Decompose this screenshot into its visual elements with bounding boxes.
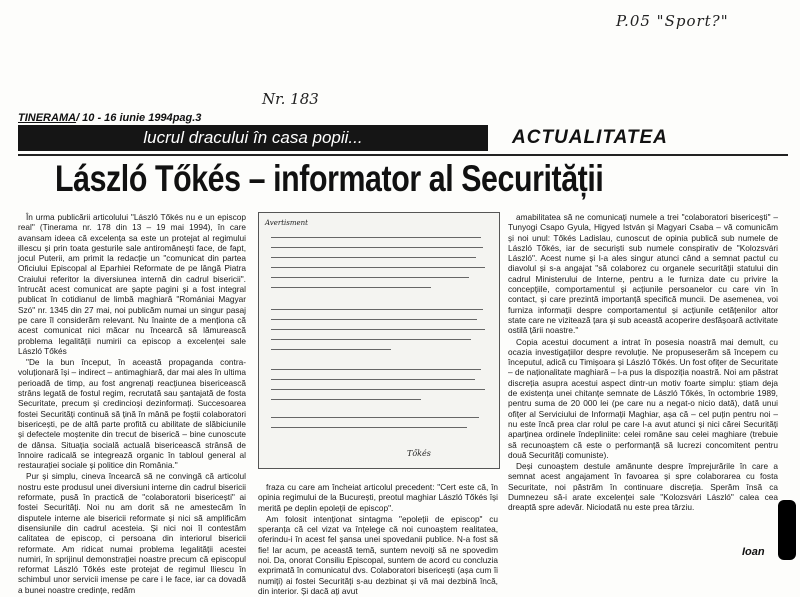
document-facsimile — [258, 212, 500, 469]
document-line — [271, 277, 469, 278]
document-line — [271, 287, 431, 288]
handwritten-number: Nr. 183 — [262, 90, 319, 108]
paragraph: Pur și simplu, cineva încearcă să ne convingă că articolul nostru este produsul unei diversiuni interne din cadrul bisericii reformate, pusă în practică de "colaboratorii bisericești" ai fostei Securități. Noi nu am dorit să ne amestecăm în disputele interne ale bisericii reformate și nici să amplificăm disensiunile din cadrul acesteia. Și nici noi îl contestăm calitatea de episcop, ci persoana din interiorul bisericii reformate. Am ridicat numai problema legalității acestei numiri, în sprijinul demonstrației noastre precum că episcopul reformat László Tőkés este protejat de regimul Iliescu în schimbul unor servicii imense pe care i le face, iar ca dovadă a bunei noastre credințe, redăm — [18, 471, 246, 595]
masthead — [18, 112, 201, 124]
issue-date: / 10 - 16 iunie 1994 — [76, 112, 173, 124]
document-signature: Tőkés — [407, 449, 431, 458]
header-rule — [18, 154, 788, 156]
kicker-banner: lucrul dracului în casa popii... — [18, 125, 488, 151]
document-line — [271, 399, 421, 400]
headline: László Tőkés – informator al Securității — [55, 158, 604, 199]
page-number: pag.3 — [172, 112, 202, 124]
document-line — [271, 349, 391, 350]
paragraph: Copia acestui document a intrat în posesia noastră mai demult, cu ocazia investigațiilor despre revoluție. Ne propuseserăm să începem cu începutul, adică cu Timișoara și László Tőkés. Un fost ofițer de Securitate – de naționalitate maghiară – l-a pus la dispoziția noastră. Noi am păstrat discreția asupra acestui aspect dintr-un motiv foarte simplu: știam deja de existența unei chitanțe semnate de László Tőkés, în octombrie 1989, pentru suma de 20 000 lei (pe care nu a negat-o nicio dată), dată unui ofițer al Serviciului de Informații Maghiar, așa că – cel puțin pentru noi – nu este încă prea clar rolul pe care l-a avut atunci și nici cărei Securități aparținea ordinele îndepliniite: celei române sau celei maghiare (trebuie să recunoaștem că este o performanță să lucrezi concomitent pentru două Securități comuniste). — [508, 336, 778, 460]
author-signature: Ioan — [742, 546, 765, 558]
paragraph: În urma publicării articolului "László Tőkés nu e un episcop real" (Tinerama nr. 178 din 13 – 19 mai 1994), în care avansam ideea că excelența sa este un protejat al regimului ilIescu și prin toata gesturile sale antiromânești face, de fapt, jocul Puterii, am primit la redacție un "comunicat din partea Oficiului Episcopal al Eparhiei Reformate de pe lângă Piatra Craiului referitor la diversiunea internă din cadrul bisericii". întrucât acest comunicat are șapte pagini și a fost integral publicat în cotidianul de limbă maghiară "Romániai Magyar Szó" nr. 1345 din 27 mai, noi publicăm numai un singur pasaj pe care îl considerăm relevant. Nu înainte de a menționa că acest comunicat nici măcar nu încearcă să lămurească problema legalității numirii ca episcop a excelenței sale László Tőkés — [18, 212, 246, 356]
paragraph: fraza cu care am încheiat articolul precedent: "Cert este că, în opinia regimului de la București, preotul maghiar László Tőkés își merită pe deplin epoleții de episcop". — [258, 482, 498, 513]
paper-name: TINERAMA — [18, 112, 77, 124]
document-line — [271, 237, 481, 238]
document-line — [271, 329, 485, 330]
document-line — [271, 309, 483, 310]
document-line — [271, 379, 475, 380]
article-column-right — [508, 212, 778, 514]
document-line — [271, 369, 481, 370]
article-column-middle — [258, 482, 498, 597]
paragraph: "De la bun început, în această propaganda contra-voluționară își – indirect – antimaghiară, dar mai ales în ultima perioadă de timp, au fost angrenați reacțiunea bisericească strâns legată de fostul regim, recrutată sau șantajată de fosta Securitate, precum și credincioși dezinformați. Succesoarea fostei Securități continuă să țină în mână pe foștii colaboratori bisericești, pe de altă parte profită cu abilitate de slăbiciunile și defectele moștenite din trecut de biserică – bine cunoscute de dânsa. Situația socială actuală bisericească strânsă de înnoire radicală se integrează organic în tabloul general al restaurației sociale și politice din România." — [18, 357, 246, 471]
document-line — [271, 417, 479, 418]
document-line — [271, 247, 483, 248]
document-line — [271, 257, 476, 258]
paragraph: Am folosit intenționat sintagma "epoleții de episcop" cu speranța că cel vizat va înțelege că noi cunoaștem realitatea, oferindu-i în acest fel șansa unei spovedanii publice. N-a fost să fie! Iar acum, pe această temă, suntem nevoiți să ne spovedim noi. Da, onorat Consiliu Episcopal, suntem de acord cu concluzia exprimată în comunicatul dvs. Colaboratori bisericești (așa cum îi numiți) ai fostei Securități s-au dezbinat și vă mai dezbină încă, din interior. Și dacă ați avut — [258, 513, 498, 596]
article-column-left — [18, 212, 246, 596]
paragraph: Deși cunoaștem destule amănunte despre împrejurările în care a semnat acest angajament în favoarea și spre colaborarea cu fosta Securitate, noi păstrăm în continuare discreția. Sperăm însă ca Dumnezeu să-i arate excelenței sale "Kolozsvári László" calea cea dreaptă spre adevăr. Niciodată nu este prea târziu. — [508, 461, 778, 513]
document-heading: Avertisment — [265, 219, 308, 227]
section-rubric: ACTUALITATEA — [512, 127, 668, 148]
document-line — [271, 339, 471, 340]
document-line — [271, 427, 467, 428]
scan-edge-blot — [778, 500, 796, 560]
paragraph: amabilitatea să ne comunicați numele a trei "colaboratori bisericești" – Tunyogi Csapo Gyula, Higyed István și Magyari Csaba – vă comunicăm și noi unul: Tőkés Ladislau, cunoscut de opinia publică sub numele de László Tőkés, iar de securiști sub numele conspirativ de "Kolozsvári László". Acest nume și l-a ales singur atunci când a semnat pactul cu diavolul și s-a angajat "să colaborez cu organele securității statului din cadrul Ministerului de Interne, pentru a le furniza date cu privire la concepțiile, comportamentul și acțiunile persoanelor cu care vin în contact, și care prezintă importanță specifică muncii. De asemenea, voi furniza informații despre comportamentul și acțiunile cetățenilor altor state care ne vizitează țara și sub această acoperire desfășoară activitate ostilă țării noastre." — [508, 212, 778, 336]
document-line — [271, 389, 485, 390]
document-line — [271, 319, 477, 320]
document-line — [271, 267, 485, 268]
handwritten-annotation: P.05 "Sport?" — [616, 12, 729, 30]
